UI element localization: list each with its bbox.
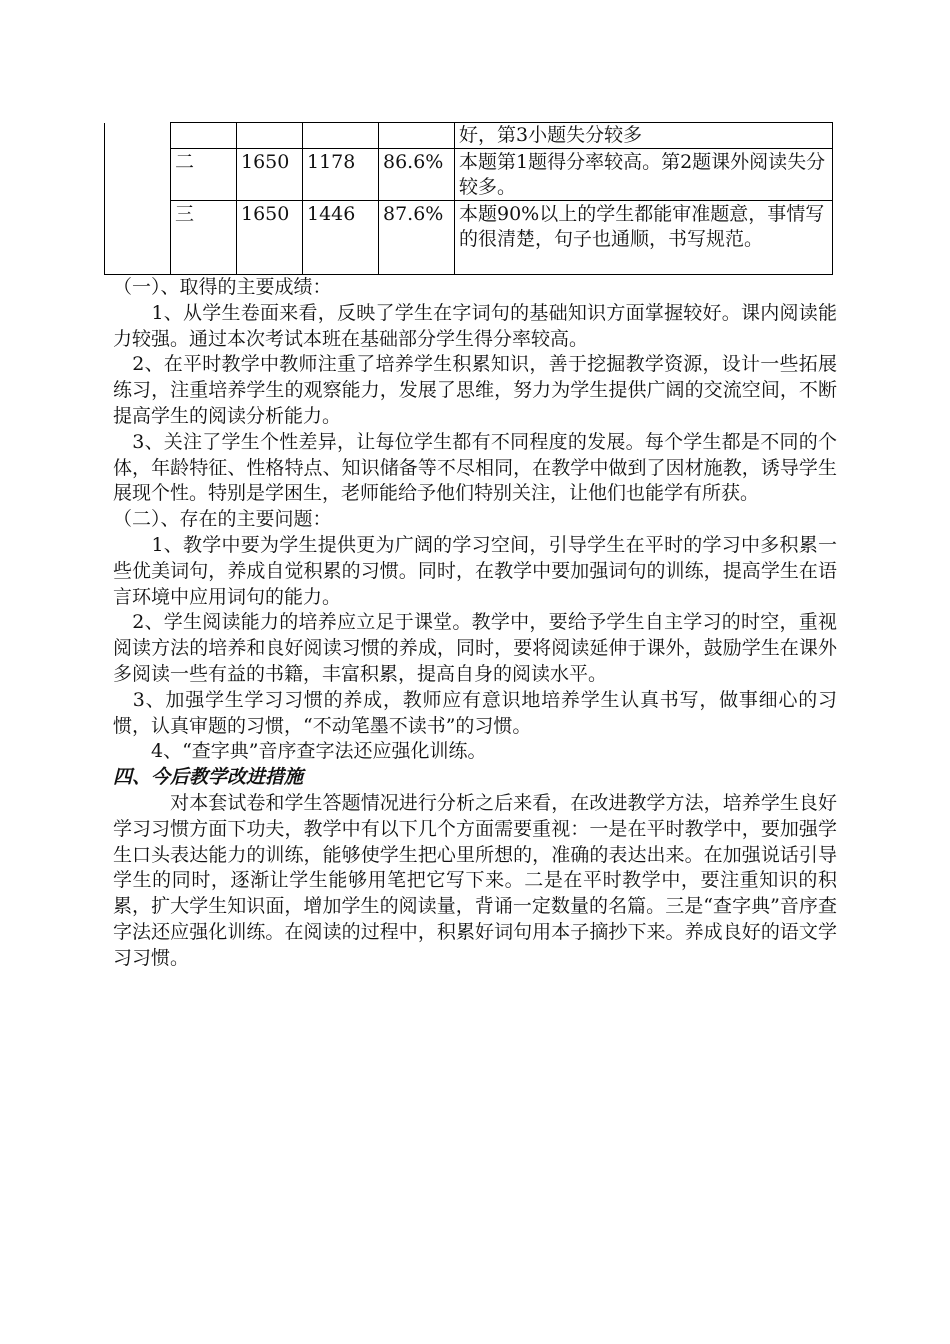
table-cell-rate: 87.6% [379, 201, 455, 275]
body-text [113, 275, 837, 972]
section-title-problems: （二）、存在的主要问题： [113, 508, 332, 531]
score-table [104, 122, 833, 275]
table-cell-note: 本题第1题得分率较高。第2题课外阅读失分较多。 [455, 149, 833, 201]
table-cell-note: 本题90%以上的学生都能审准题意，事情写的很清楚，句子也通顺，书写规范。 [455, 201, 833, 275]
table-cell-item: 二 [171, 149, 237, 201]
section-title-achievements: （一）、取得的主要成绩： [113, 276, 332, 298]
paragraph: 2、在平时教学中教师注重了培养学生积累知识，善于挖掘教学资源，设计一些拓展练习，注重培养学生的观察能力，发展了思维，努力为学生提供广阔的交流空间，不断提高学生的阅读分析能力。 [113, 353, 837, 427]
section-title-improvements: 四、今后教学改进措施 [113, 766, 304, 789]
table-cell-total [237, 123, 303, 149]
table-cell-note: 好，第3小题失分较多 [455, 123, 833, 149]
table-row [105, 149, 833, 201]
table-row [105, 123, 833, 149]
table-cell-item [171, 123, 237, 149]
table-cell-group [105, 123, 171, 275]
table-cell-rate: 86.6% [379, 149, 455, 201]
table-cell-score [303, 123, 379, 149]
paragraph: 3、加强学生学习习惯的养成，教师应有意识地培养学生认真书写，做事细心的习惯，认真审题的习惯，“不动笔墨不读书”的习惯。 [113, 688, 837, 737]
table-cell-total: 1650 [237, 201, 303, 275]
table-cell-item: 三 [171, 201, 237, 275]
table-cell-rate [379, 123, 455, 149]
table-cell-total: 1650 [237, 149, 303, 201]
table-cell-score: 1178 [303, 149, 379, 201]
paragraph: 2、学生阅读能力的培养应立足于课堂。教学中，要给予学生自主学习的时空，重视阅读方法的培养和良好阅读习惯的养成，同时，要将阅读延伸于课外，鼓励学生在课外多阅读一些有益的书籍，丰富积累，提高自身的阅读水平。 [113, 611, 837, 685]
paragraph: 4、“查字典”音序查字法还应强化训练。 [113, 740, 487, 763]
paragraph: 3、关注了学生个性差异，让每位学生都有不同程度的发展。每个学生都是不同的个体，年龄特征、性格特点、知识储备等不尽相同，在教学中做到了因材施教，诱导学生展现个性。特别是学困生，老师能给予他们特别关注，让他们也能学有所获。 [113, 430, 837, 505]
table-cell-score: 1446 [303, 201, 379, 275]
table-row [105, 201, 833, 275]
paragraph: 1、教学中要为学生提供更为广阔的学习空间，引导学生在平时的学习中多积累一些优美词句，养成自觉积累的习惯。同时，在教学中要加强词句的训练，提高学生在语言环境中应用词句的能力。 [113, 533, 837, 608]
paragraph: 对本套试卷和学生答题情况进行分析之后来看，在改进教学方法，培养学生良好学习习惯方面下功夫，教学中有以下几个方面需要重视：一是在平时教学中，要加强学生口头表达能力的训练，能够使学生把心里所想的，准确的表达出来。在加强说话引导学生的同时，逐渐让学生能够用笔把它写下来。二是在平时教学中，要注重知识的积累，扩大学生知识面，增加学生的阅读量，背诵一定数量的名篇。三是“查字典”音序查字法还应强化训练。在阅读的过程中，积累好词句用本子摘抄下来。养成良好的语文学习习惯。 [113, 791, 837, 969]
paragraph: 1、从学生卷面来看，反映了学生在字词句的基础知识方面掌握较好。课内阅读能力较强。通过本次考试本班在基础部分学生得分率较高。 [113, 301, 837, 350]
